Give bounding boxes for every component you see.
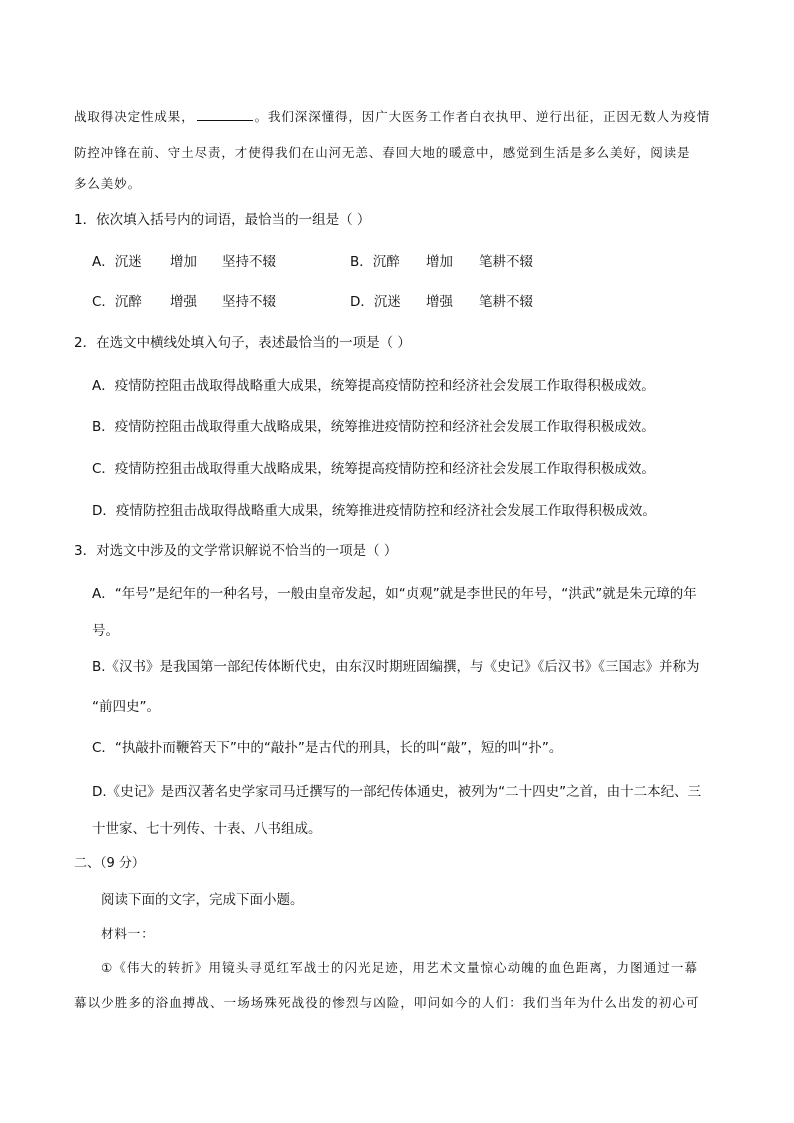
intro-line-2: 防控冲锋在前、守土尽责，才使得我们在山河无恙、春回大地的暖意中，感觉到生活是多么美好，阅读是: [74, 145, 691, 160]
q3-option-c: C．“执敲扑而鞭笞天下”中的“敲扑”是古代的刑具，长的叫“敲”，短的叫“扑”。: [92, 740, 563, 756]
intro-text: 。我们深深懂得，因广大医务工作者白衣执甲、逆行出征，正因无数人为疫情: [254, 109, 711, 124]
fill-blank: [197, 106, 253, 121]
option-text: 笔耕不辍: [479, 254, 533, 270]
q3-option-a-line-1: A．“年号”是纪年的一种名号，一般由皇帝发起，如“贞观”就是李世民的年号，“洪武”就是朱元璋的年: [92, 586, 697, 602]
option-text: 增加: [426, 254, 453, 270]
question-1-stem: 1．依次填入括号内的词语，最恰当的一组是（ ）: [74, 212, 371, 228]
q2-option-c: C．疫情防控狙击战取得重大战略成果，统筹提高疫情防控和经济社会发展工作取得积极成效。: [92, 461, 655, 477]
material-1-paragraph-line-1: ①《伟大的转折》用镜头寻觅红军战士的闪光足迹，用艺术文量惊心动魄的血色距离，力图通过一幕: [101, 960, 699, 975]
question-3-stem: 3．对选文中涉及的文学常识解说不恰当的一项是（ ）: [74, 543, 398, 559]
q1-option-b: [350, 252, 533, 272]
option-text: 坚持不辍: [222, 294, 276, 310]
material-1-paragraph-line-2: 幕以少胜多的浴血搏战、一场场殊死战役的惨烈与凶险，叩问如今的人们：我们当年为什么出发的初心可: [74, 995, 700, 1010]
option-text: 坚持不辍: [222, 254, 276, 270]
q2-option-a: A．疫情防控阻击战取得战略重大成果，统筹提高疫情防控和经济社会发展工作取得积极成效。: [92, 378, 655, 394]
option-text: D．沉迷: [350, 294, 401, 310]
option-text: 增强: [170, 294, 197, 310]
intro-line-3: 多么美妙。: [74, 176, 142, 191]
q2-option-b: B．疫情防控阻击战取得重大战略成果，统筹推进疫情防控和经济社会发展工作取得积极成效。: [92, 419, 655, 435]
option-text: 增加: [170, 254, 197, 270]
q1-option-a: [92, 252, 276, 272]
q3-option-a-line-2: 号。: [92, 623, 119, 639]
q3-option-b-line-1: B.《汉书》是我国第一部纪传体断代史，由东汉时期班固编撰，与《史记》《后汉书》《三国志》并称为: [92, 659, 700, 675]
q3-option-b-line-2: “前四史”。: [92, 699, 160, 715]
option-text: 笔耕不辍: [479, 294, 533, 310]
option-text: C．沉醉: [92, 294, 142, 310]
q1-option-d: [350, 292, 533, 312]
q3-option-d-line-1: D.《史记》是西汉著名史学家司马迁撰写的一部纪传体通史，被列为“二十四史”之首，由十二本纪、三: [92, 784, 702, 800]
intro-text: 战取得决定性成果，: [74, 109, 195, 124]
q1-option-c: [92, 292, 276, 312]
question-2-stem: 2．在选文中横线处填入句子，表述最恰当的一项是（ ）: [74, 335, 411, 351]
option-text: B．沉醉: [350, 254, 400, 270]
q3-option-d-line-2: 十世家、七十列传、十表、八书组成。: [92, 821, 322, 837]
option-text: A．沉迷: [92, 254, 142, 270]
intro-line-1: [74, 106, 710, 127]
q2-option-d: D．疫情防控狙击战取得战略重大成果，统筹推进疫情防控和经济社会发展工作取得积极成效。: [92, 503, 656, 519]
option-text: 增强: [426, 294, 453, 310]
section-2-heading: 二、（9 分）: [74, 856, 145, 871]
material-1-label: 材料一：: [101, 926, 155, 941]
section-2-instruction: 阅读下面的文字，完成下面小题。: [101, 892, 304, 908]
